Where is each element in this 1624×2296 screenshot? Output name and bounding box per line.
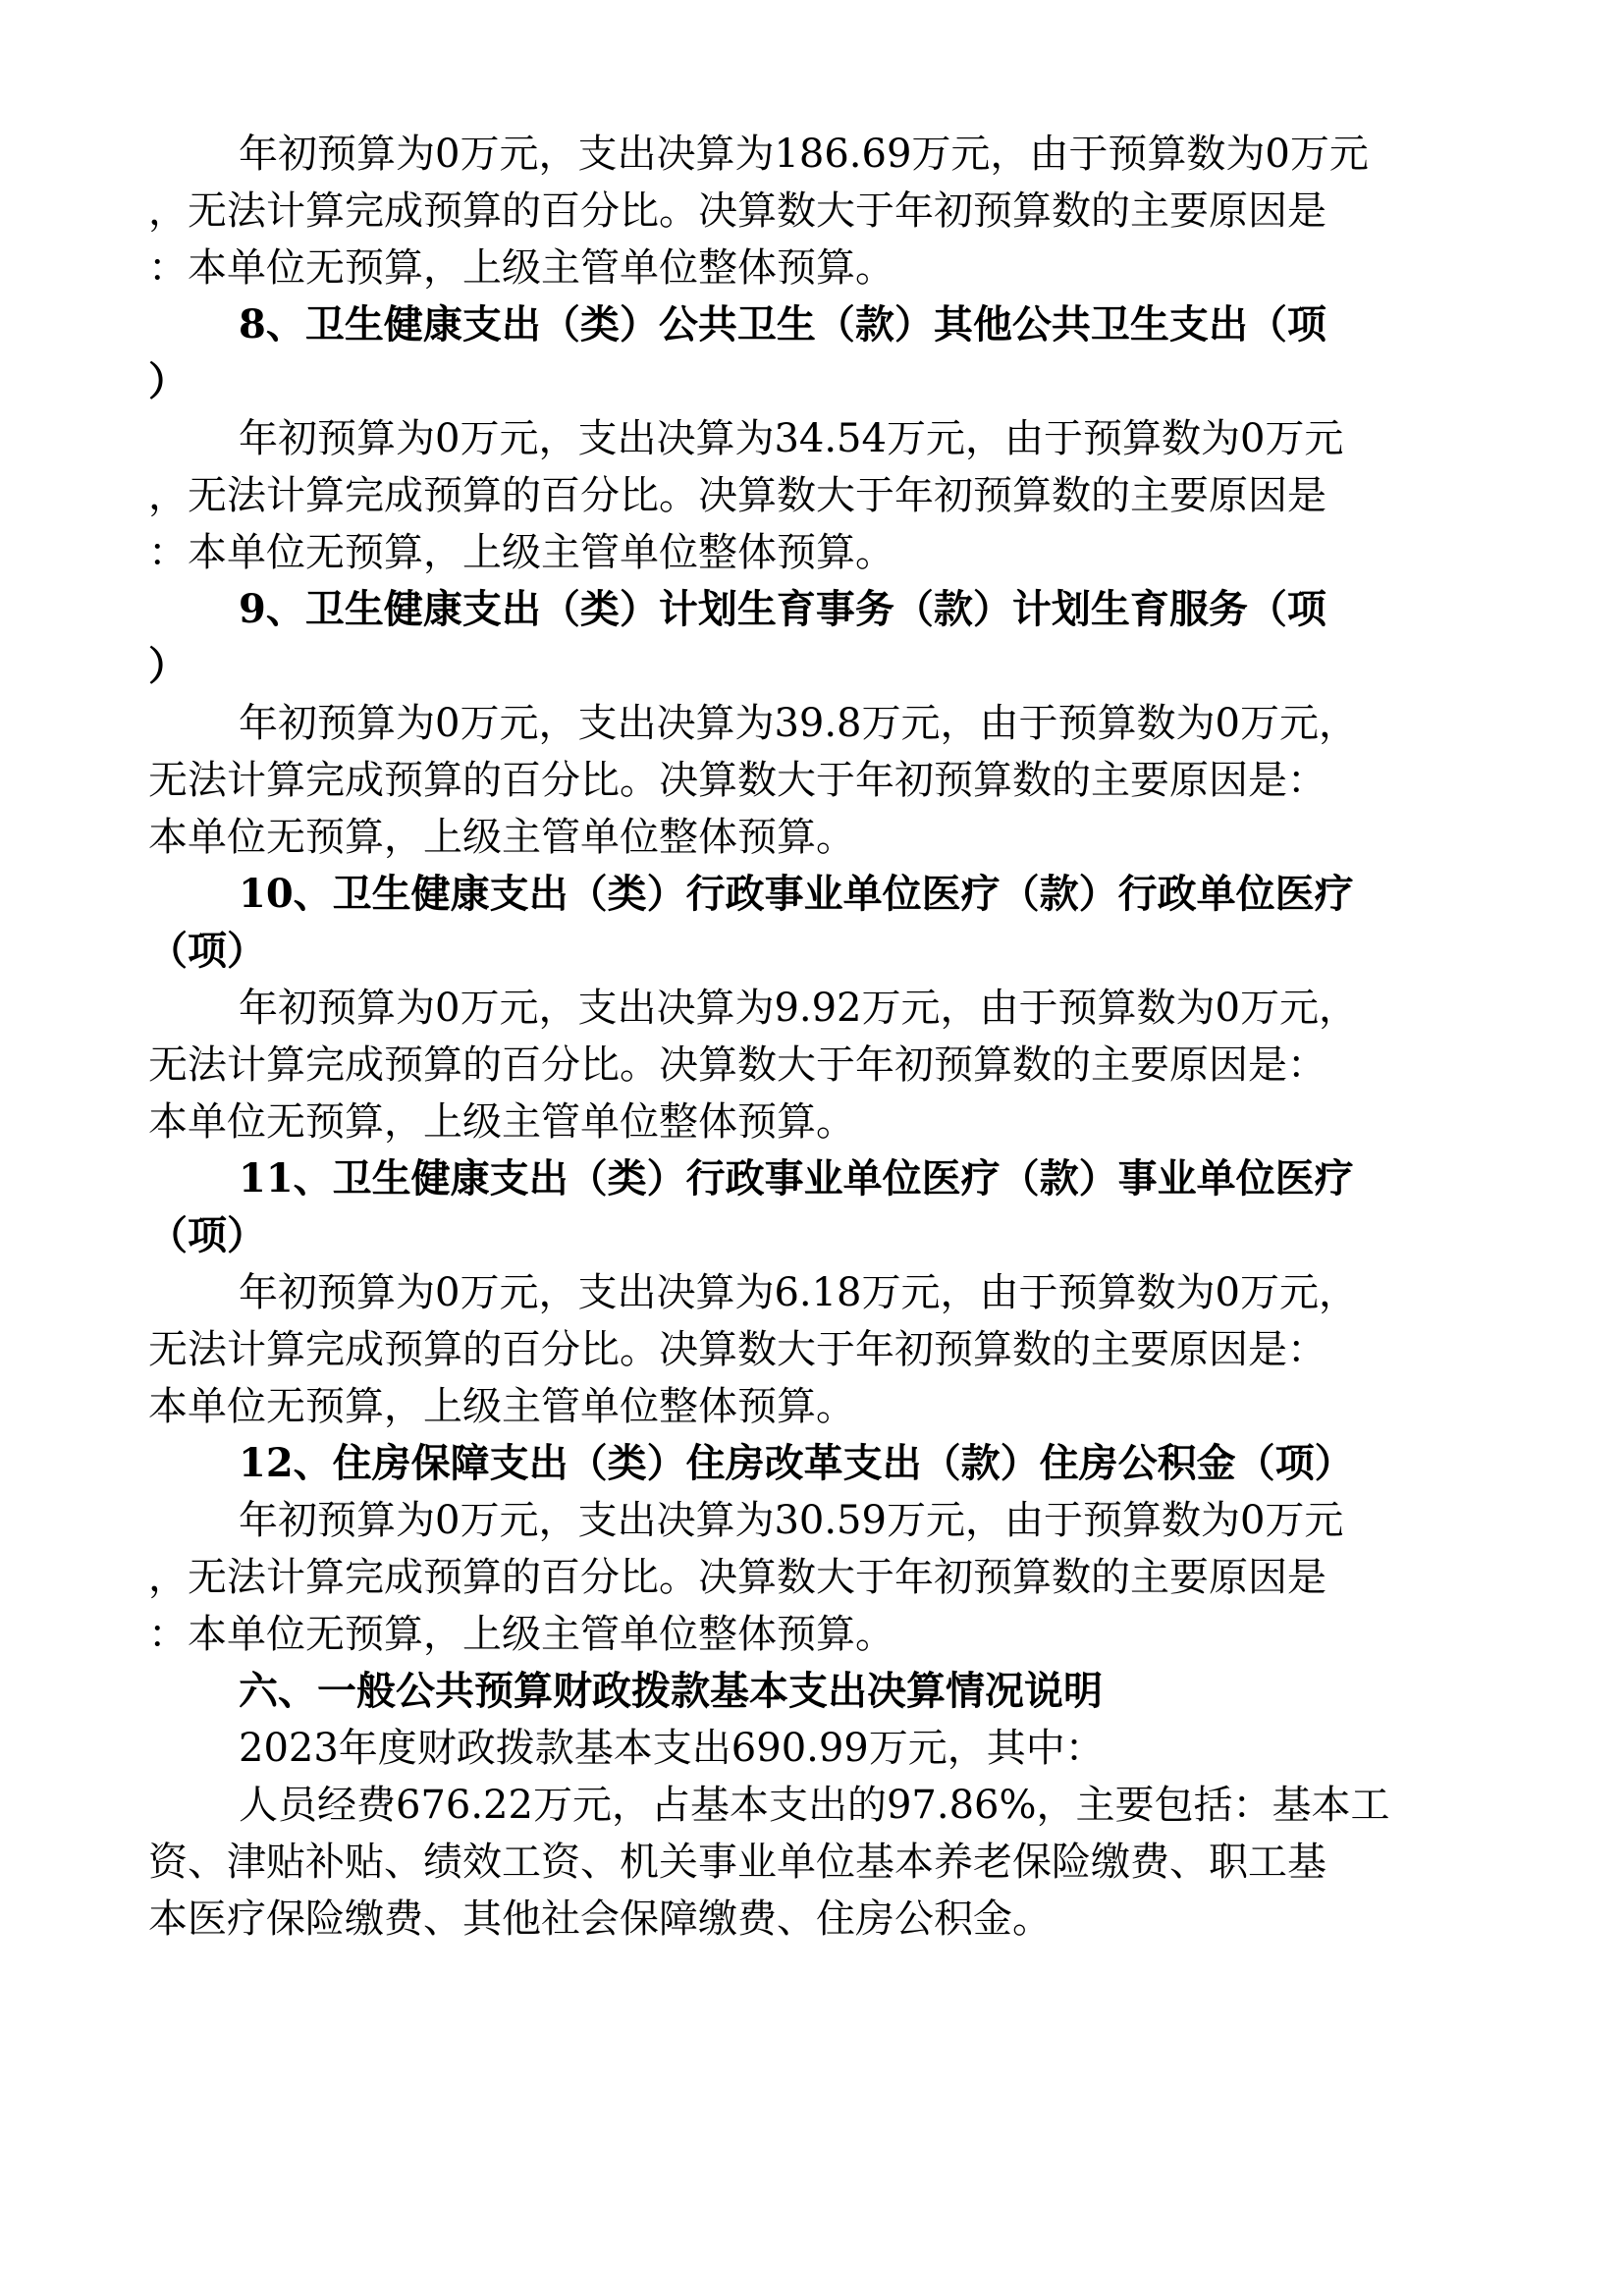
body-text-line: 本医疗保险缴费、其他社会保障缴费、住房公积金。 (148, 1896, 1052, 1942)
body-text-line: 年初预算为0万元，支出决算为186.69万元，由于预算数为0万元 (239, 132, 1369, 177)
section-heading-line: （项） (148, 1212, 266, 1258)
body-text-line: 2023年度财政拨款基本支出690.99万元，其中： (239, 1726, 1105, 1771)
body-text-line: ：本单位无预算，上级主管单位整体预算。 (148, 530, 894, 575)
section-heading-line: 9、卫生健康支出（类）计划生育事务（款）计划生育服务（项 (239, 586, 1326, 632)
body-text-line: 本单位无预算，上级主管单位整体预算。 (148, 815, 855, 860)
body-text-line: 年初预算为0万元，支出决算为9.92万元，由于预算数为0万元， (239, 986, 1358, 1031)
body-text-line: 本单位无预算，上级主管单位整体预算。 (148, 1099, 855, 1145)
body-text-line: 本单位无预算，上级主管单位整体预算。 (148, 1384, 855, 1429)
section-heading-line: 10、卫生健康支出（类）行政事业单位医疗（款）行政单位医疗 (239, 871, 1354, 917)
body-text-line: 年初预算为0万元，支出决算为39.8万元，由于预算数为0万元， (239, 701, 1358, 746)
section-heading-line: 8、卫生健康支出（类）公共卫生（款）其他公共卫生支出（项 (239, 301, 1326, 347)
body-text-line: 无法计算完成预算的百分比。决算数大于年初预算数的主要原因是： (148, 758, 1326, 803)
body-text-line: 年初预算为0万元，支出决算为34.54万元，由于预算数为0万元 (239, 416, 1344, 461)
body-text-line: 人员经费676.22万元，占基本支出的97.86%，主要包括：基本工 (239, 1783, 1390, 1828)
body-text-line: ，无法计算完成预算的百分比。决算数大于年初预算数的主要原因是 (148, 473, 1326, 518)
body-text-line: ：本单位无预算，上级主管单位整体预算。 (148, 1612, 894, 1657)
section-heading-line: 12、住房保障支出（类）住房改革支出（款）住房公积金（项） (239, 1440, 1354, 1486)
body-text-line: ：本单位无预算，上级主管单位整体预算。 (148, 245, 894, 291)
section-heading-line: ） (148, 358, 188, 404)
body-text-line: ，无法计算完成预算的百分比。决算数大于年初预算数的主要原因是 (148, 1555, 1326, 1600)
section-heading-line: （项） (148, 928, 266, 974)
body-text-line: 年初预算为0万元，支出决算为6.18万元，由于预算数为0万元， (239, 1270, 1358, 1315)
body-text-line: ，无法计算完成预算的百分比。决算数大于年初预算数的主要原因是 (148, 188, 1326, 234)
body-text-line: 无法计算完成预算的百分比。决算数大于年初预算数的主要原因是： (148, 1327, 1326, 1372)
section-heading-line: 六、一般公共预算财政拨款基本支出决算情况说明 (239, 1668, 1103, 1714)
body-text-line: 无法计算完成预算的百分比。决算数大于年初预算数的主要原因是： (148, 1042, 1326, 1088)
body-text-line: 资、津贴补贴、绩效工资、机关事业单位基本养老保险缴费、职工基 (148, 1840, 1326, 1885)
section-heading-line: 11、卫生健康支出（类）行政事业单位医疗（款）事业单位医疗 (239, 1155, 1354, 1201)
section-heading-line: ） (148, 643, 188, 689)
body-text-line: 年初预算为0万元，支出决算为30.59万元，由于预算数为0万元 (239, 1498, 1344, 1543)
